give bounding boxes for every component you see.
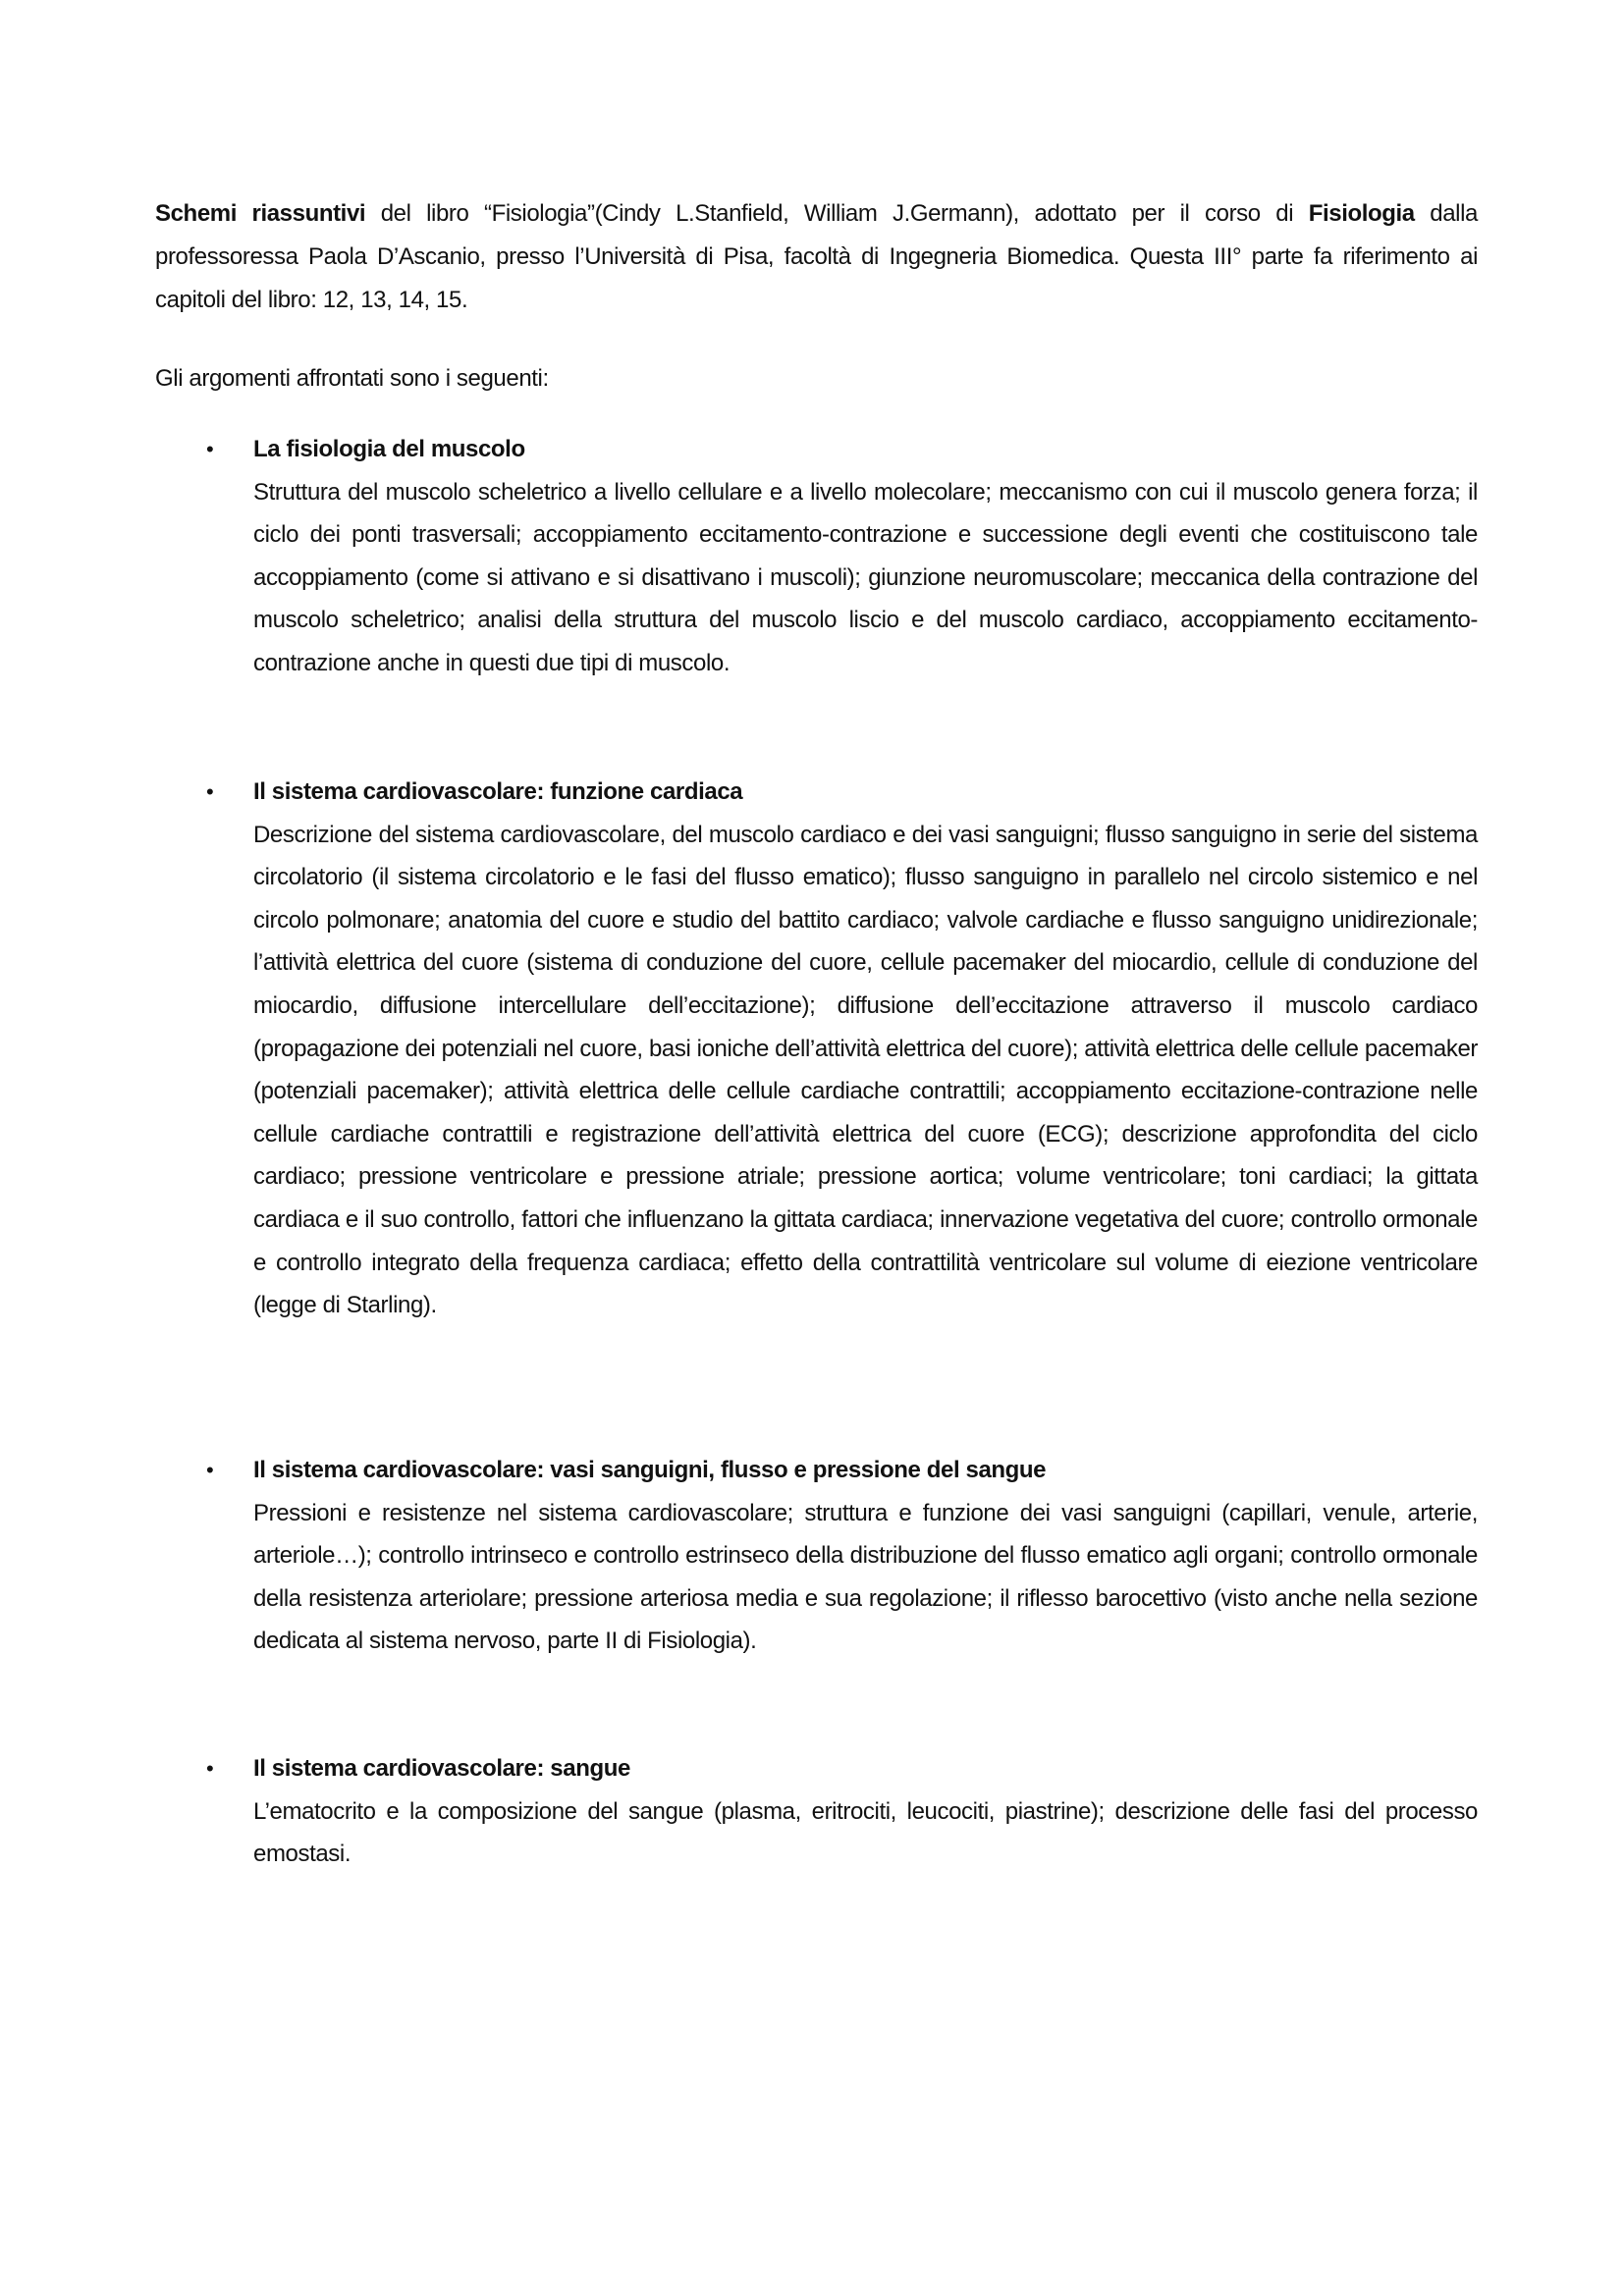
intro-text: del libro “Fisiologia”(Cindy L.Stanfield, William J.Germann), adottato per il corso di bbox=[365, 200, 1309, 227]
intro-text-2: dalla professoressa Paola D’Ascanio, presso l’Università di Pisa, facoltà di Ingegneria Biomedica. Questa III° parte fa riferimento ai capitoli del libro: 12, 13, 14, 15. bbox=[155, 200, 1478, 313]
intro-bold-course: Fisiologia bbox=[1308, 200, 1415, 227]
section-cardiac-function bbox=[206, 771, 1478, 1327]
bullet-icon: • bbox=[206, 437, 214, 461]
section-title: Il sistema cardiovascolare: funzione cardiaca bbox=[253, 778, 743, 805]
section-body: Struttura del muscolo scheletrico a livello cellulare e a livello molecolare; meccanismo con cui il muscolo genera forza; il ciclo dei ponti trasversali; accoppiamento eccitamento-contrazione e successione degli eventi che costituiscono tale accoppiamento (come si attivano e si disattivano i muscoli); giunzione neuromuscolare; meccanica della contrazione del muscolo scheletrico; analisi della struttura del muscolo liscio e del muscolo cardiaco, accoppiamento eccitamento-contrazione anche in questi due tipi di muscolo. bbox=[253, 478, 1478, 676]
section-title: Il sistema cardiovascolare: vasi sanguigni, flusso e pressione del sangue bbox=[253, 1457, 1047, 1483]
section-blood-vessels bbox=[206, 1449, 1478, 1663]
intro-bold-title: Schemi riassuntivi bbox=[155, 200, 366, 227]
section-blood bbox=[206, 1747, 1478, 1876]
section-title: Il sistema cardiovascolare: sangue bbox=[253, 1755, 630, 1782]
bullet-icon: • bbox=[206, 779, 214, 804]
section-body: Descrizione del sistema cardiovascolare, del muscolo cardiaco e dei vasi sanguigni; flusso sanguigno in serie del sistema circolatorio (il sistema circolatorio e le fasi del flusso ematico); flusso sanguigno in parallelo nel circolo sistemico e nel circolo polmonare; anatomia del cuore e studio del battito cardiaco; valvole cardiache e flusso sanguigno unidirezionale; l’attività elettrica del cuore (sistema di conduzione del cuore, cellule pacemaker del miocardio, cellule di conduzione del miocardio, diffusione intercellulare dell’eccitazione); diffusione dell’eccitazione attraverso il muscolo cardiaco (propagazione dei potenziali nel cuore, basi ioniche dell’attività elettrica del cuore); attività elettrica delle cellule pacemaker (potenziali pacemaker); attività elettrica delle cellule cardiache contrattili; accoppiamento eccitazione-contrazione nelle cellule cardiache contrattili e registrazione dell’attività elettrica del cuore (ECG); descrizione approfondita del ciclo cardiaco; pressione ventricolare e pressione atriale; pressione aortica; volume ventricolare; toni cardiaci; la gittata cardiaca e il suo controllo, fattori che influenzano la gittata cardiaca; innervazione vegetativa del cuore; controllo ormonale e controllo integrato della frequenza cardiaca; effetto della contrattilità ventricolare sul volume di eiezione ventricolare (legge di Starling). bbox=[253, 821, 1478, 1319]
section-body: Pressioni e resistenze nel sistema cardiovascolare; struttura e funzione dei vasi sanguigni (capillari, venule, arterie, arteriole…); controllo intrinseco e controllo estrinseco della distribuzione del flusso ematico agli organi; controllo ormonale della resistenza arteriolare; pressione arteriosa media e sua regolazione; il riflesso barocettivo (visto anche nella sezione dedicata al sistema nervoso, parte II di Fisiologia). bbox=[253, 1499, 1478, 1655]
intro-paragraph bbox=[155, 192, 1478, 322]
bullet-icon: • bbox=[206, 1756, 214, 1781]
section-body: L’ematocrito e la composizione del sangue (plasma, eritrociti, leucociti, piastrine); descrizione delle fasi del processo emostasi. bbox=[253, 1797, 1478, 1868]
section-muscle bbox=[206, 428, 1478, 685]
lead-sentence: Gli argomenti affrontati sono i seguenti: bbox=[155, 365, 549, 392]
section-title: La fisiologia del muscolo bbox=[253, 436, 525, 462]
bullet-icon: • bbox=[206, 1458, 214, 1482]
